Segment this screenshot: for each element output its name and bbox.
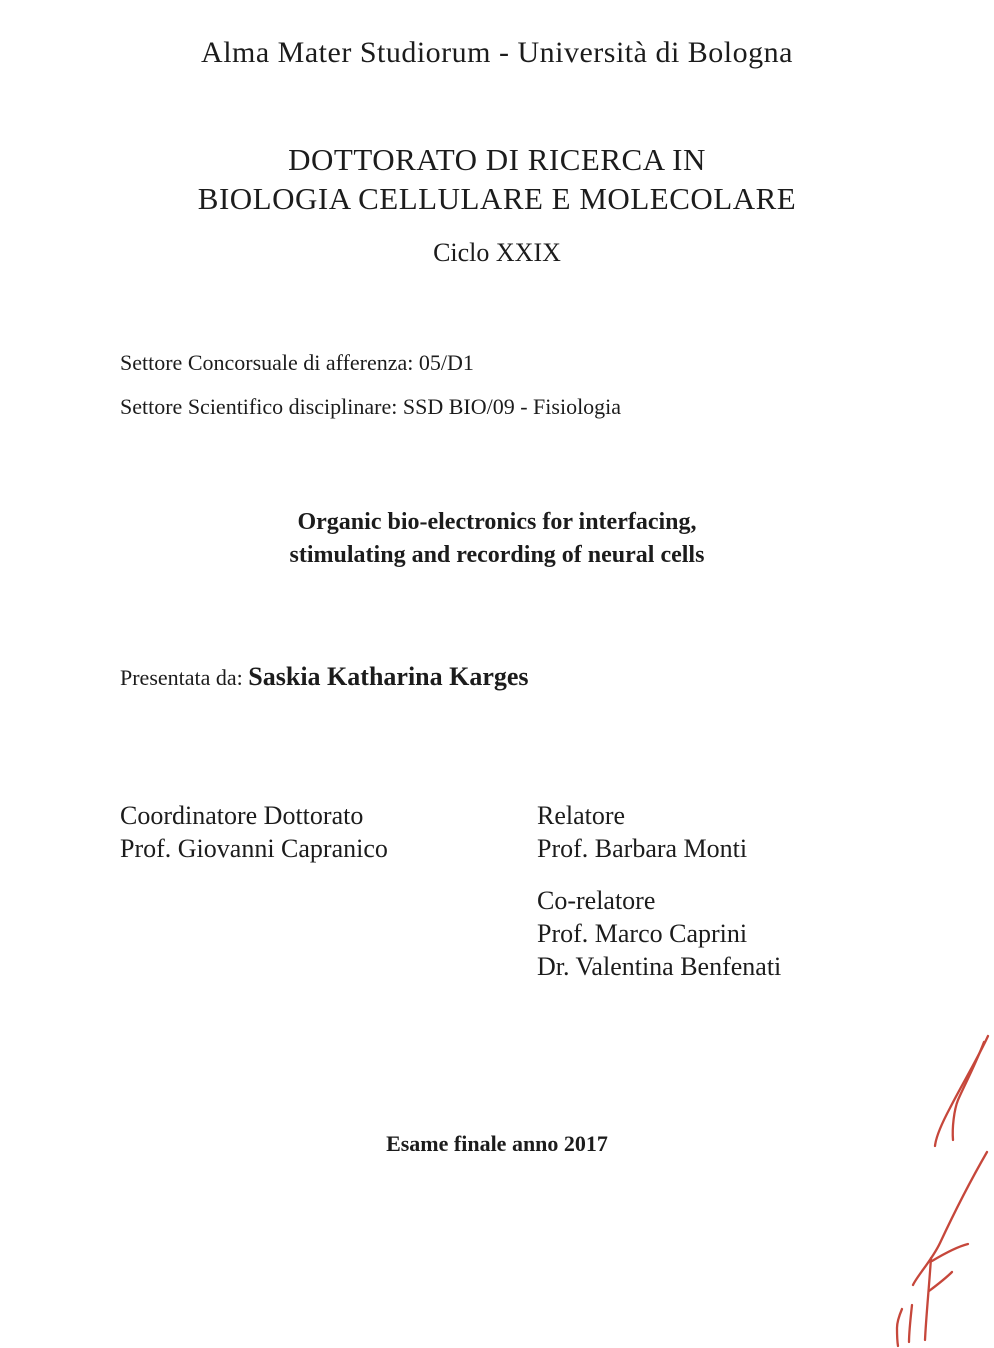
co-supervisor-name-1: Prof. Marco Caprini — [537, 919, 748, 948]
co-supervisor-block — [537, 884, 781, 983]
coordinator-block — [120, 799, 388, 865]
coordinator-name: Prof. Giovanni Capranico — [120, 834, 388, 863]
presented-by — [120, 662, 529, 692]
supervisors-block — [537, 799, 781, 983]
settore-scientifico: Settore Scientifico disciplinare: SSD BIO/09 - Fisiologia — [120, 394, 622, 419]
university-name: Alma Mater Studiorum - Università di Bologna — [201, 36, 793, 69]
scribble-strokes — [897, 1036, 988, 1346]
candidate-name: Saskia Katharina Karges — [248, 662, 529, 691]
thesis-title-line2: stimulating and recording of neural cells — [289, 542, 705, 568]
thesis-title — [0, 506, 994, 572]
thesis-title-line1: Organic bio-electronics for interfacing, — [297, 509, 697, 535]
presented-by-label: Presentata da: — [120, 665, 243, 690]
doctorate-program — [0, 140, 994, 218]
doctorate-program-line2: BIOLOGIA CELLULARE E MOLECOLARE — [197, 181, 797, 216]
supervisor-name: Prof. Barbara Monti — [537, 834, 748, 863]
supervisor-role: Relatore — [537, 801, 626, 830]
final-exam-year: Esame finale anno 2017 — [386, 1131, 608, 1156]
co-supervisor-role: Co-relatore — [537, 886, 656, 915]
doctorate-program-line1: DOTTORATO DI RICERCA IN — [288, 142, 706, 177]
cycle-label: Ciclo XXIX — [433, 238, 561, 267]
co-supervisor-name-2: Dr. Valentina Benfenati — [537, 952, 782, 981]
red-scribble-decoration — [874, 1028, 994, 1348]
coordinator-role: Coordinatore Dottorato — [120, 801, 364, 830]
settore-concorsuale: Settore Concorsuale di afferenza: 05/D1 — [120, 350, 474, 375]
